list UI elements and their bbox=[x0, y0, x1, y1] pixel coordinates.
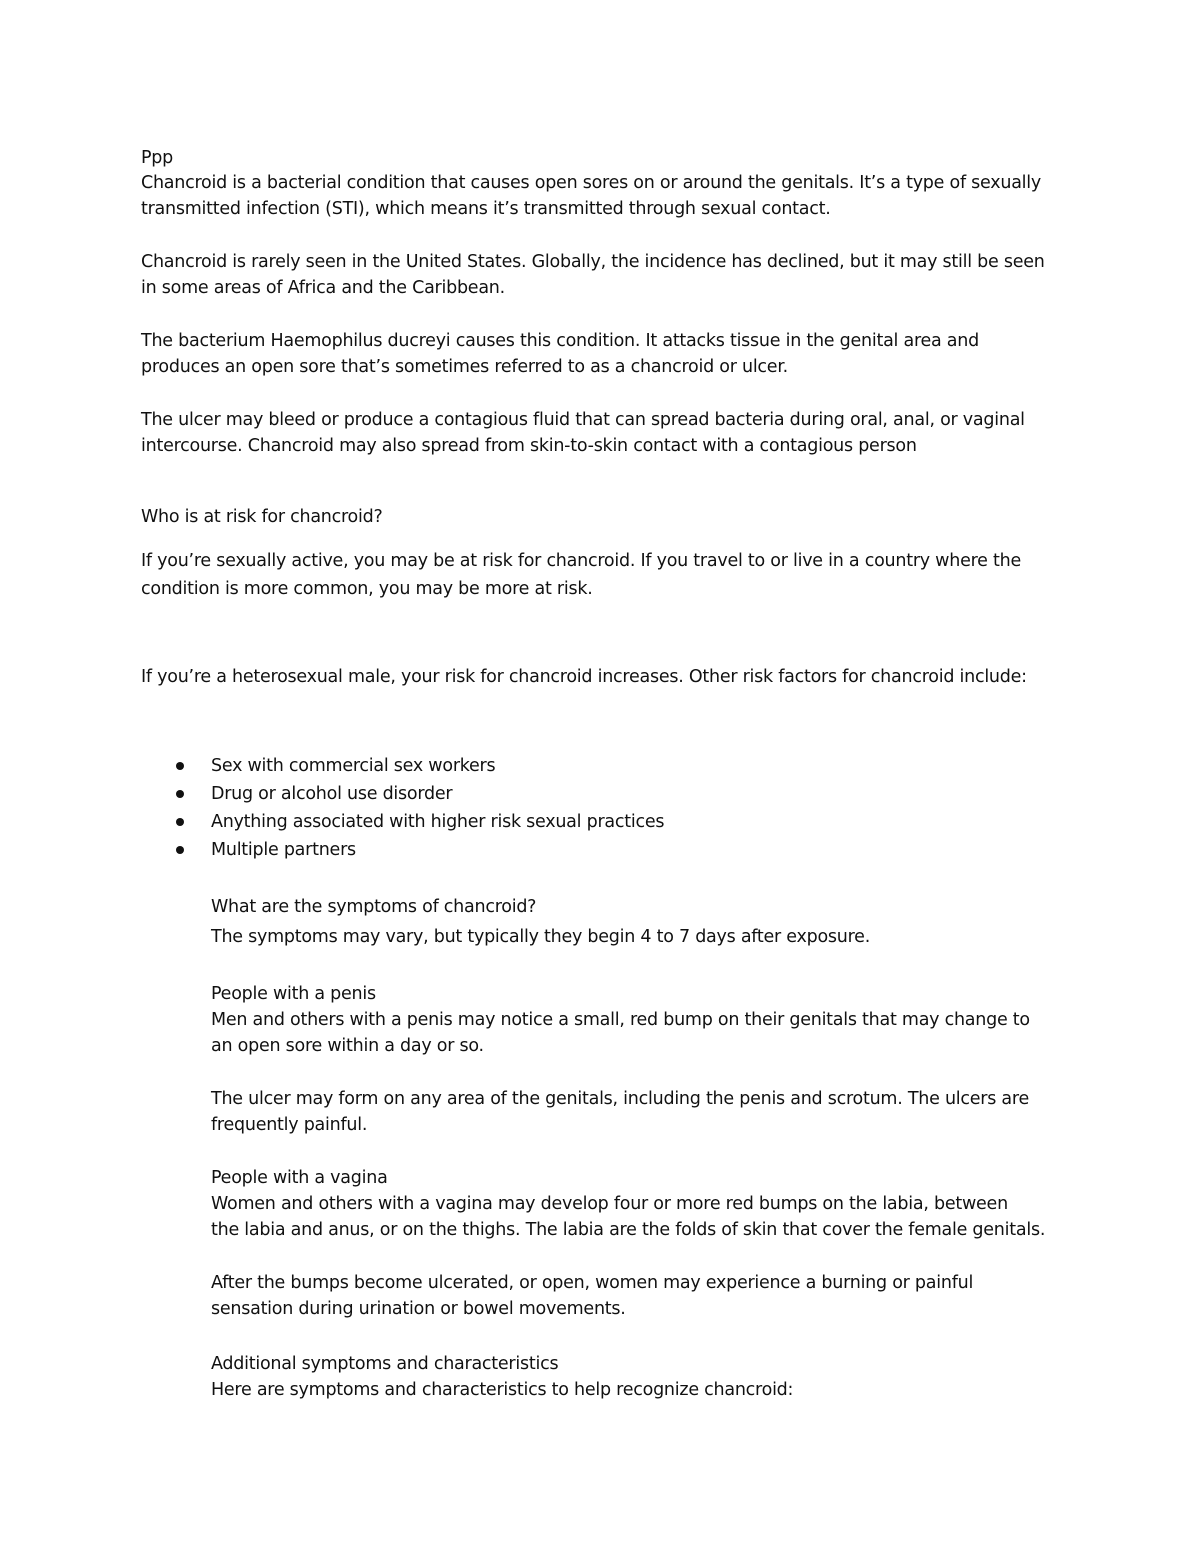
symptoms-intro: The symptoms may vary, but typically they begin 4 to 7 days after exposure. bbox=[211, 927, 871, 947]
ulcer-paragraph-line-1: The ulcer may form on any area of the genitals, including the penis and scrotum. The ulcers are bbox=[211, 1089, 1029, 1109]
risk-paragraph-line-1: If you’re sexually active, you may be at risk for chancroid. If you travel to or live in a country where the bbox=[141, 551, 1021, 571]
penis-paragraph-line-2: an open sore within a day or so. bbox=[211, 1036, 484, 1056]
bullet-icon bbox=[176, 762, 184, 770]
penis-heading: People with a penis bbox=[211, 984, 376, 1004]
list-item: Multiple partners bbox=[211, 840, 356, 860]
ulcer-paragraph-line-2: frequently painful. bbox=[211, 1115, 368, 1135]
cause-line-2: produces an open sore that’s sometimes referred to as a chancroid or ulcer. bbox=[141, 357, 788, 377]
spread-line-1: The ulcer may bleed or produce a contagious fluid that can spread bacteria during oral, anal, or vaginal bbox=[141, 410, 1025, 430]
vagina-heading: People with a vagina bbox=[211, 1168, 388, 1188]
prevalence-line-1: Chancroid is rarely seen in the United States. Globally, the incidence has declined, but it may still be seen bbox=[141, 252, 1045, 272]
list-item: Anything associated with higher risk sexual practices bbox=[211, 812, 665, 832]
list-item: Sex with commercial sex workers bbox=[211, 756, 496, 776]
ulcerated-paragraph-line-2: sensation during urination or bowel movements. bbox=[211, 1299, 626, 1319]
additional-intro: Here are symptoms and characteristics to help recognize chancroid: bbox=[211, 1380, 794, 1400]
additional-heading: Additional symptoms and characteristics bbox=[211, 1354, 559, 1374]
bullet-icon bbox=[176, 818, 184, 826]
document-title: Ppp bbox=[141, 148, 174, 168]
spread-line-2: intercourse. Chancroid may also spread from skin-to-skin contact with a contagious person bbox=[141, 436, 917, 456]
penis-paragraph-line-1: Men and others with a penis may notice a small, red bump on their genitals that may change to bbox=[211, 1010, 1030, 1030]
intro-line-2: transmitted infection (STI), which means it’s transmitted through sexual contact. bbox=[141, 199, 831, 219]
vagina-paragraph-line-1: Women and others with a vagina may develop four or more red bumps on the labia, between bbox=[211, 1194, 1008, 1214]
bullet-icon bbox=[176, 846, 184, 854]
intro-line-1: Chancroid is a bacterial condition that causes open sores on or around the genitals. It’s a type of sexually bbox=[141, 173, 1041, 193]
bullet-icon bbox=[176, 790, 184, 798]
vagina-paragraph-line-2: the labia and anus, or on the thighs. The labia are the folds of skin that cover the female genitals. bbox=[211, 1220, 1046, 1240]
list-item: Drug or alcohol use disorder bbox=[211, 784, 453, 804]
risk-paragraph-line-2: condition is more common, you may be more at risk. bbox=[141, 579, 593, 599]
risk-male-line: If you’re a heterosexual male, your risk for chancroid increases. Other risk factors for chancroid include: bbox=[141, 667, 1027, 687]
prevalence-line-2: in some areas of Africa and the Caribbean. bbox=[141, 278, 505, 298]
ulcerated-paragraph-line-1: After the bumps become ulcerated, or open, women may experience a burning or painful bbox=[211, 1273, 974, 1293]
risk-heading: Who is at risk for chancroid? bbox=[141, 507, 383, 527]
cause-line-1: The bacterium Haemophilus ducreyi causes this condition. It attacks tissue in the genital area and bbox=[141, 331, 979, 351]
symptoms-heading: What are the symptoms of chancroid? bbox=[211, 897, 537, 917]
